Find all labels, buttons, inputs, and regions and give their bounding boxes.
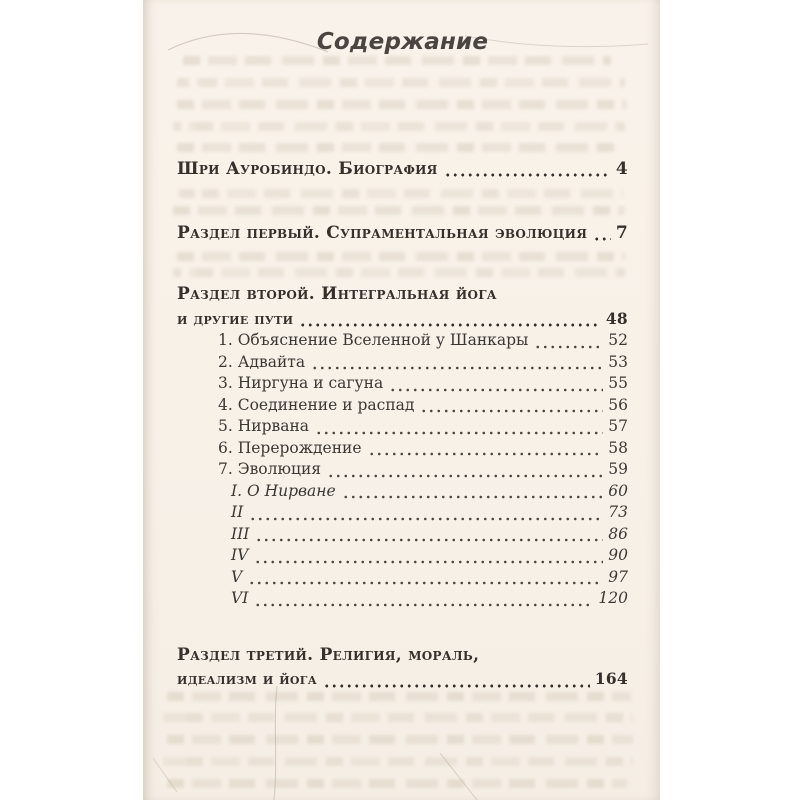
dot-leader <box>327 466 603 481</box>
show-through-text-line <box>163 757 633 766</box>
dot-leader <box>420 401 603 416</box>
toc-item-2 <box>177 352 628 374</box>
page-number: 55 <box>608 374 628 392</box>
dot-leader <box>534 337 603 352</box>
toc-entry-label: V <box>231 567 243 586</box>
toc-subitem-V <box>177 567 628 589</box>
dot-leader <box>311 358 603 373</box>
toc-entry-label: I. О Нирване <box>231 481 336 500</box>
toc-entry-label: 1. Объяснение Вселенной у Шанкары <box>218 331 529 349</box>
toc-entry-section-1 <box>177 222 628 244</box>
toc-entry-label: Раздел первый. Супраментальная эволюция <box>177 223 588 243</box>
dot-leader <box>248 573 603 588</box>
toc-entry-section-3 <box>177 644 628 691</box>
page-number: 59 <box>608 460 628 478</box>
page-number: 52 <box>608 331 628 349</box>
show-through-text-line <box>167 779 627 788</box>
toc-entry-label: Шри Ауробиндо. Биография <box>177 159 438 179</box>
dot-leader <box>323 675 590 691</box>
toc-entry-label: 2. Адвайта <box>218 352 306 371</box>
toc-item-4 <box>177 395 628 417</box>
toc-item-1 <box>177 330 628 352</box>
page-number: 86 <box>608 524 628 543</box>
page-number: 57 <box>608 417 628 435</box>
dot-leader <box>249 509 603 524</box>
toc-entry-label: 4. Соединение и распад <box>218 395 415 414</box>
show-through-text-line <box>167 692 631 701</box>
toc-subitem-VI <box>177 588 628 610</box>
dot-leader <box>593 228 611 244</box>
toc-entry-label: VI <box>231 589 249 607</box>
dot-leader <box>342 487 604 502</box>
show-through-text-line <box>163 713 633 722</box>
dot-leader <box>315 423 603 438</box>
toc-item-7 <box>177 459 628 481</box>
show-through-text-line <box>167 735 633 744</box>
toc-entry-label-line2: идеализм и йога <box>177 669 317 688</box>
toc-entry-label: III <box>231 524 250 543</box>
page-number: 97 <box>608 567 628 586</box>
toc-entry-label: IV <box>231 546 249 564</box>
page-number: 4 <box>615 159 628 179</box>
page-number: 120 <box>598 589 628 607</box>
toc-item-6 <box>177 438 628 460</box>
dot-leader <box>255 530 603 545</box>
toc-item-3 <box>177 373 628 395</box>
page-number: 73 <box>608 503 628 521</box>
page-number: 53 <box>608 352 628 371</box>
page-number: 164 <box>594 669 628 688</box>
toc-entry-label: 5. Нирвана <box>218 417 310 435</box>
dot-leader <box>254 595 593 610</box>
toc-entry-label-line1: Раздел третий. Религия, мораль, <box>177 644 480 665</box>
page-number: 58 <box>608 438 628 457</box>
toc-entry-section-2 <box>177 283 628 330</box>
toc-entry-biography <box>177 158 628 180</box>
paper-page <box>143 0 660 800</box>
page-title: Содержание <box>316 29 489 55</box>
dot-leader <box>389 380 603 395</box>
toc-subitem-IV <box>177 545 628 567</box>
dot-leader <box>299 314 600 330</box>
page-number: 60 <box>608 481 628 500</box>
toc-entry-line2 <box>177 667 628 691</box>
page-number: 48 <box>605 308 628 328</box>
toc-entry-line2 <box>177 307 628 331</box>
toc-entry-label-line1: Раздел второй. Интегральная йога <box>177 284 497 304</box>
table-of-contents <box>177 0 628 691</box>
toc-entry-label: 3. Ниргуна и сагуна <box>218 374 384 392</box>
page-number: 90 <box>608 546 628 564</box>
toc-subitem-I <box>177 481 628 503</box>
toc-entry-label: II <box>231 503 244 521</box>
page-number: 7 <box>615 223 628 243</box>
dot-leader <box>368 444 604 459</box>
toc-entry-label: 7. Эволюция <box>218 460 322 478</box>
toc-subitem-III <box>177 524 628 546</box>
toc-subitem-II <box>177 502 628 524</box>
dot-leader <box>444 164 611 180</box>
dot-leader <box>254 552 603 567</box>
toc-entry-label-line2: и другие пути <box>177 308 294 328</box>
page-number: 56 <box>608 395 628 414</box>
toc-item-5 <box>177 416 628 438</box>
toc-entry-label: 6. Перерождение <box>218 438 362 457</box>
